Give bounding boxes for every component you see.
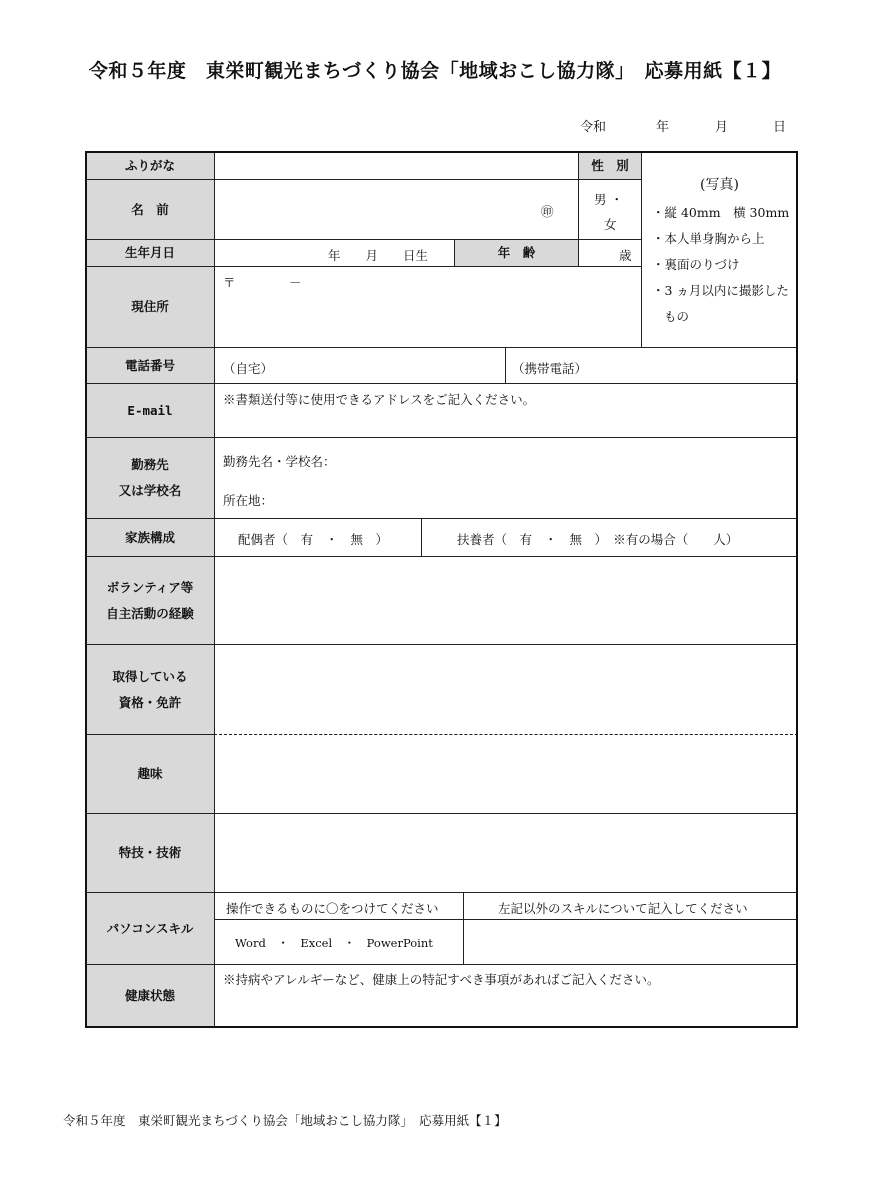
photo-box [641,151,798,348]
spouse-field[interactable] [214,518,422,557]
gender-female[interactable]: 女 [604,217,617,232]
birthdate-field[interactable] [214,239,455,267]
postal-mark: 〒 [223,275,236,290]
license-field[interactable] [214,644,798,735]
gender-male[interactable]: 男 ・ [594,192,623,207]
skill-field[interactable] [214,813,798,893]
workplace-label-line2: 又は学校名 [118,483,182,498]
gender-label: 性 別 [578,151,642,180]
email-note: ※書類送付等に使用できるアドレスをご記入ください。 [223,392,536,407]
photo-title: (写真) [700,177,739,193]
pc-options-field[interactable] [214,919,464,965]
photo-line-glue: ・裏面のりづけ [652,257,740,272]
date-year: 年 [656,120,670,135]
date-era: 令和 [580,120,607,135]
footer-text: 令和５年度 東栄町観光まちづくり協会「地域おこし協力隊」 応募用紙【１】 [63,1113,507,1128]
photo-line-pose: ・本人単身胸から上 [652,231,765,246]
furigana-field[interactable] [214,151,579,180]
age-unit: 歳 [619,248,632,263]
birthdate-units: 年 月 日生 [328,248,429,263]
name-field[interactable] [214,179,579,240]
pc-note-left-text: 操作できるものに〇をつけてください [226,901,439,916]
pc-note-right-text: 左記以外のスキルについて記入してください [498,901,748,916]
date-month: 月 [715,120,729,135]
pc-options: Word ・ Excel ・ PowerPoint [235,936,433,950]
health-field[interactable] [214,964,798,1028]
phone-home-label: （自宅） [223,361,274,376]
application-date [580,116,795,134]
birthdate-label: 生年月日 [85,239,215,267]
photo-line-recent-2: もの [664,309,690,324]
phone-label: 電話番号 [85,347,215,384]
health-note: ※持病やアレルギーなど、健康上の特記すべき事項があればご記入ください。 [223,972,660,987]
address-label: 現住所 [85,266,215,348]
license-label [85,644,215,735]
workplace-label [85,437,215,519]
postal-dash: － [289,275,302,290]
phone-mobile-field[interactable] [505,347,798,384]
age-label: 年 齢 [454,239,579,267]
hobby-field[interactable] [214,734,798,814]
pc-skill-label: パソコンスキル [85,892,215,965]
email-field[interactable] [214,383,798,438]
pc-note-left [214,892,464,920]
gender-options[interactable] [578,179,642,240]
spouse-options: 配偶者（ 有 ・ 無 ） [238,532,389,547]
volunteer-label-line2: 自主活動の経験 [106,605,194,621]
workplace-field[interactable] [214,437,798,519]
application-form [85,151,798,1028]
photo-line-recent: ・3 ヵ月以内に撮影した [652,283,789,298]
family-label: 家族構成 [85,518,215,557]
dependents-field[interactable] [421,518,798,557]
volunteer-label [85,556,215,645]
dependents-options: 扶養者（ 有 ・ 無 ） ※有の場合（ 人） [457,532,739,547]
address-field[interactable] [214,266,642,348]
health-label: 健康状態 [85,964,215,1028]
email-label: E-mail [85,383,215,438]
name-label: 名 前 [85,179,215,240]
workplace-name: 勤務先名・学校名： [223,454,336,469]
date-day: 日 [773,120,787,135]
photo-line-size: ・縦 40mm 横 30mm [652,205,790,220]
seal-mark: ㊞ [541,204,554,219]
pc-note-right [463,892,798,920]
volunteer-label-line1: ボランティア等 [106,579,194,595]
hobby-label: 趣味 [85,734,215,814]
pc-other-skills-field[interactable] [463,919,798,965]
furigana-label: ふりがな [85,151,215,180]
skill-label: 特技・技術 [85,813,215,893]
phone-mobile-label: （携帯電話） [512,361,588,376]
page-title: 令和５年度 東栄町観光まちづくり協会「地域おこし協力隊」 応募用紙【１】 [88,60,782,82]
workplace-location: 所在地： [223,493,274,508]
license-label-line1: 取得している [112,668,188,684]
volunteer-field[interactable] [214,556,798,645]
license-label-line2: 資格・免許 [118,694,182,710]
workplace-label-line1: 勤務先 [131,457,169,472]
phone-home-field[interactable] [214,347,506,384]
age-field[interactable] [578,239,642,267]
